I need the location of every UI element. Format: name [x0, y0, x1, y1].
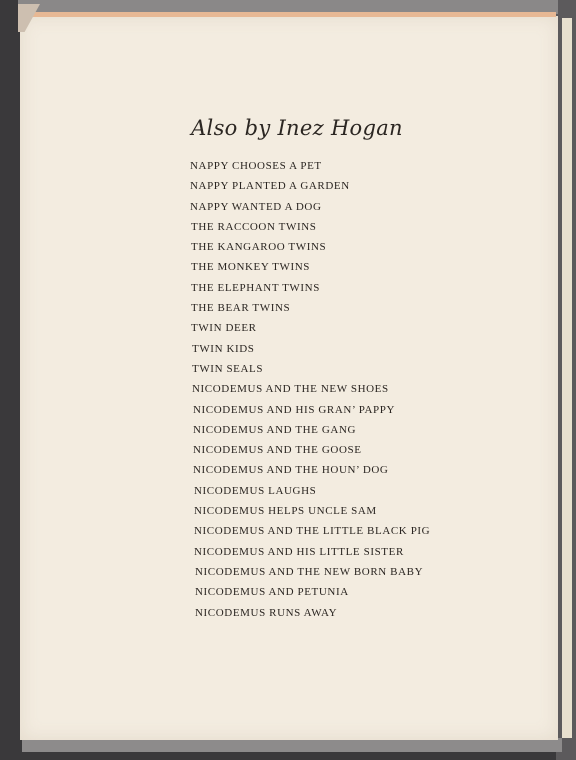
list-item: NAPPY CHOOSES A PET — [190, 160, 322, 172]
list-item: THE BEAR TWINS — [191, 302, 291, 315]
list-item: NICODEMUS RUNS AWAY — [195, 606, 338, 619]
list-item: NAPPY WANTED A DOG — [190, 200, 322, 213]
list-item: THE RACCOON TWINS — [191, 220, 317, 233]
list-item: THE KANGAROO TWINS — [191, 241, 327, 254]
next-page-edge — [562, 18, 572, 738]
list-item: NICODEMUS AND HIS GRAN’ PAPPY — [193, 403, 395, 416]
page-top-edge — [30, 12, 556, 17]
list-item: THE ELEPHANT TWINS — [191, 281, 320, 294]
list-item: NICODEMUS AND PETUNIA — [195, 586, 349, 599]
cover-board-bottom — [22, 738, 562, 752]
list-item: NICODEMUS AND THE NEW BORN BABY — [195, 565, 424, 578]
list-item: THE MONKEY TWINS — [191, 261, 310, 274]
page-title: Also by Inez Hogan — [191, 116, 403, 140]
list-item: NICODEMUS HELPS UNCLE SAM — [194, 505, 377, 518]
list-item: NICODEMUS AND THE HOUN’ DOG — [193, 464, 389, 477]
book-list — [190, 156, 430, 623]
list-item: NICODEMUS AND THE LITTLE BLACK PIG — [194, 525, 431, 538]
list-item: NICODEMUS AND THE GANG — [193, 423, 357, 436]
list-item: TWIN KIDS — [192, 342, 255, 355]
book-page — [20, 16, 558, 740]
list-item: TWIN DEER — [191, 322, 257, 335]
list-item: NICODEMUS LAUGHS — [194, 484, 317, 497]
list-item: NICODEMUS AND THE NEW SHOES — [192, 383, 389, 396]
list-item: NICODEMUS AND THE GOOSE — [193, 444, 362, 457]
list-item: NAPPY PLANTED A GARDEN — [190, 180, 350, 193]
list-item: NICODEMUS AND HIS LITTLE SISTER — [194, 545, 404, 558]
list-item: TWIN SEALS — [192, 362, 264, 375]
